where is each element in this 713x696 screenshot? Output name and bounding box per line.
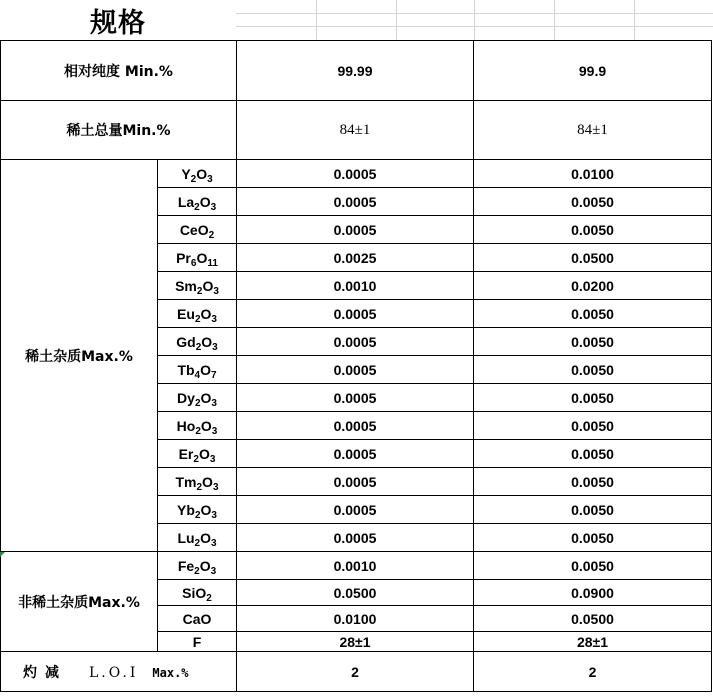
loi-value-1: 2 xyxy=(237,652,474,692)
impurity-value-2: 0.0050 xyxy=(474,468,712,496)
non-re-impurity-row xyxy=(1,552,712,580)
impurity-value-1: 0.0005 xyxy=(237,440,474,468)
sheet-gridline xyxy=(634,0,635,40)
impurity-value-2: 0.0200 xyxy=(474,272,712,300)
impurity-value-1: 0.0010 xyxy=(237,272,474,300)
compound-name: $Ho_2O_3$ xyxy=(158,412,237,440)
purity-row xyxy=(1,41,712,101)
impurity-value-2: 0.0050 xyxy=(474,384,712,412)
compound-name: $Y_2O_3$ xyxy=(158,160,237,188)
loi-value-2: 2 xyxy=(474,652,712,692)
cell-comment-marker xyxy=(0,552,5,557)
loi-label-lat: L.O.I xyxy=(89,664,139,681)
impurity-value-1: 0.0005 xyxy=(237,216,474,244)
impurity-value-2: 0.0900 xyxy=(474,580,712,606)
impurity-value-1: 0.0005 xyxy=(237,468,474,496)
treo-row xyxy=(1,101,712,160)
compound-name: F xyxy=(158,632,237,652)
impurity-value-1: 28±1 xyxy=(237,632,474,652)
impurity-value-1: 0.0025 xyxy=(237,244,474,272)
impurity-value-2: 0.0050 xyxy=(474,216,712,244)
compound-name: $Pr_6O_{11}$ xyxy=(158,244,237,272)
compound-name: $Tb_4O_7$ xyxy=(158,356,237,384)
loi-label-unit: Max.% xyxy=(152,665,189,680)
compound-name: SiO$_2$ xyxy=(158,580,237,606)
treo-value-1: 84±1 xyxy=(237,101,474,160)
compound-name: $Tm_2O_3$ xyxy=(158,468,237,496)
page-title: 规格 xyxy=(90,7,146,39)
impurity-value-1: 0.0005 xyxy=(237,188,474,216)
re-impurity-label: 稀土杂质Max.% xyxy=(1,160,158,552)
loi-row xyxy=(1,652,712,692)
impurity-value-1: 0.0005 xyxy=(237,384,474,412)
compound-name: $Eu_2O_3$ xyxy=(158,300,237,328)
purity-value-1: 99.99 xyxy=(237,41,474,101)
impurity-value-1: 0.0100 xyxy=(237,606,474,632)
impurity-value-1: 0.0005 xyxy=(237,300,474,328)
impurity-value-2: 0.0050 xyxy=(474,412,712,440)
impurity-value-2: 0.0050 xyxy=(474,188,712,216)
impurity-value-2: 0.0050 xyxy=(474,356,712,384)
compound-name: CaO xyxy=(158,606,237,632)
sheet-gridline xyxy=(474,0,475,40)
impurity-value-1: 0.0005 xyxy=(237,160,474,188)
impurity-value-1: 0.0005 xyxy=(237,524,474,552)
impurity-value-1: 0.0005 xyxy=(237,412,474,440)
compound-name: $Er_2O_3$ xyxy=(158,440,237,468)
impurity-value-2: 28±1 xyxy=(474,632,712,652)
impurity-value-2: 0.0050 xyxy=(474,552,712,580)
purity-value-2: 99.9 xyxy=(474,41,712,101)
re-impurity-row xyxy=(1,160,712,188)
non-re-impurity-label: 非稀土杂质Max.% xyxy=(1,552,158,652)
impurity-value-2: 0.0050 xyxy=(474,496,712,524)
sheet-gridline xyxy=(396,0,397,40)
loi-label-cn: 灼减 xyxy=(23,664,67,681)
loi-label xyxy=(1,652,237,692)
purity-label: 相对纯度 Min.% xyxy=(1,41,237,101)
impurity-value-2: 0.0500 xyxy=(474,606,712,632)
impurity-value-1: 0.0005 xyxy=(237,328,474,356)
impurity-value-1: 0.0500 xyxy=(237,580,474,606)
specification-table xyxy=(0,40,712,692)
impurity-value-1: 0.0005 xyxy=(237,496,474,524)
sheet-gridline xyxy=(554,0,555,40)
compound-name: CeO$_2$ xyxy=(158,216,237,244)
impurity-value-2: 0.0050 xyxy=(474,328,712,356)
impurity-value-2: 0.0050 xyxy=(474,300,712,328)
compound-name: $Fe_2O_3$ xyxy=(158,552,237,580)
impurity-value-2: 0.0500 xyxy=(474,244,712,272)
sheet-gridline xyxy=(316,0,317,40)
impurity-value-2: 0.0050 xyxy=(474,524,712,552)
treo-value-2: 84±1 xyxy=(474,101,712,160)
compound-name: $Gd_2O_3$ xyxy=(158,328,237,356)
compound-name: $La_2O_3$ xyxy=(158,188,237,216)
impurity-value-1: 0.0005 xyxy=(237,356,474,384)
treo-label: 稀土总量Min.% xyxy=(1,101,237,160)
compound-name: $Lu_2O_3$ xyxy=(158,524,237,552)
impurity-value-2: 0.0100 xyxy=(474,160,712,188)
compound-name: $Sm_2O_3$ xyxy=(158,272,237,300)
compound-name: $Dy_2O_3$ xyxy=(158,384,237,412)
impurity-value-2: 0.0050 xyxy=(474,440,712,468)
compound-name: $Yb_2O_3$ xyxy=(158,496,237,524)
impurity-value-1: 0.0010 xyxy=(237,552,474,580)
